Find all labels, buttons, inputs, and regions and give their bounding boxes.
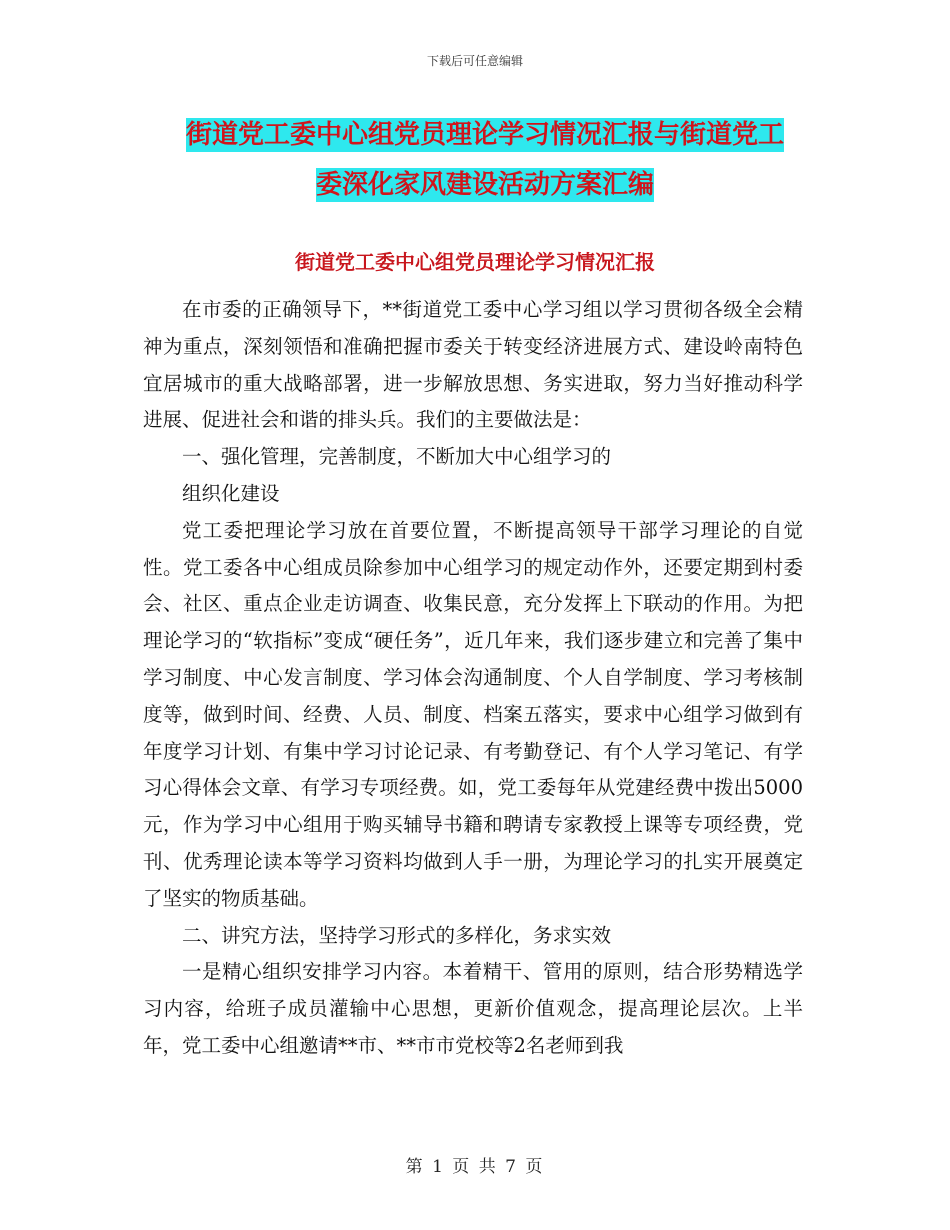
paragraph-heading-2: 二、讲究方法，坚持学习形式的多样化，务求实效: [182, 923, 612, 947]
section-title: 街道党工委中心组党员理论学习情况汇报: [295, 250, 655, 274]
document-body: [143, 292, 803, 1065]
page-number: 第 1 页 共 7 页: [405, 1157, 545, 1177]
document-title: [150, 110, 820, 210]
paragraph-heading-1-cont: 组织化建设: [182, 481, 280, 505]
title-line-2: 委深化家风建设活动方案汇编: [315, 170, 654, 200]
paragraph-heading-1: 一、强化管理，完善制度，不断加大中心组学习的: [182, 445, 612, 469]
title-line-1: 街道党工委中心组党员理论学习情况汇报与街道党工: [185, 120, 784, 150]
paragraph-content-selection: 一是精心组织安排学习内容。本着精干、管用的原则，结合形势精选学习内容，给班子成员灌输中心思想，更新价值观念，提高理论层次。上半年，党工委中心组邀请**市、**市市党校等2名老师到我: [143, 960, 803, 1057]
header-note: 下载后可任意编辑: [426, 54, 523, 68]
paragraph-intro: 在市委的正确领导下，**街道党工委中心学习组以学习贯彻各级全会精神为重点，深刻领悟和准确把握市委关于转变经济进展方式、建设岭南特色宜居城市的重大战略部署，进一步解放思想、务实进取，努力当好推动科学进展、促进社会和谐的排头兵。我们的主要做法是：: [143, 298, 803, 432]
paragraph-management: 党工委把理论学习放在首要位置，不断提高领导干部学习理论的自觉性。党工委各中心组成员除参加中心组学习的规定动作外，还要定期到村委会、社区、重点企业走访调查、收集民意，充分发挥上下联动的作用。为把理论学习的“软指标”变成“硬任务”，近几年来，我们逐步建立和完善了集中学习制度、中心发言制度、学习体会沟通制度、个人自学制度、学习考核制度等，做到时间、经费、人员、制度、档案五落实，要求中心组学习做到有年度学习计划、有集中学习讨论记录、有考勤登记、有个人学习笔记、有学习心得体会文章、有学习专项经费。如，党工委每年从党建经费中拨出5000元，作为学习中心组用于购买辅导书籍和聘请专家教授上课等专项经费，党刊、优秀理论读本等学习资料均做到人手一册，为理论学习的扎实开展奠定了坚实的物质基础。: [143, 518, 803, 910]
